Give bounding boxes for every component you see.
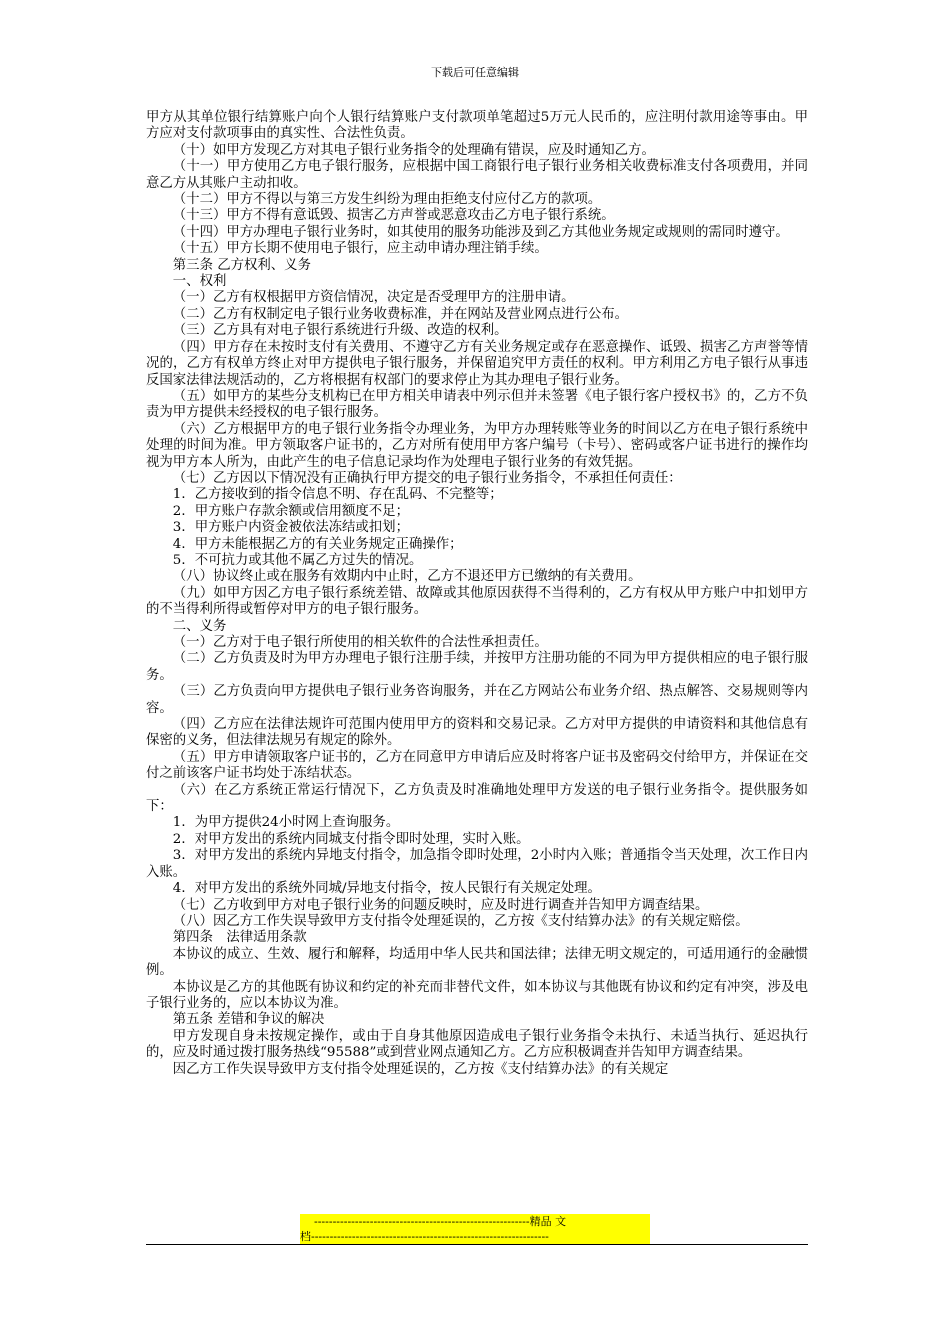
paragraph: （一）乙方有权根据甲方资信情况，决定是否受理甲方的注册申请。 (172, 290, 575, 306)
paragraph: （十五）甲方长期不使用电子银行，应主动申请办理注销手续。 (172, 241, 548, 257)
paragraph: （十一）甲方使用乙方电子银行服务，应根据中国工商银行电子银行业务相关收费标准支付各项费用，并同意乙方从其账户主动扣收。 (146, 159, 808, 191)
paragraph: （十三）甲方不得有意诋毁、损害乙方声誉或恶意攻击乙方电子银行系统。 (172, 208, 615, 224)
paragraph: 1．乙方接收到的指令信息不明、存在乱码、不完整等； (172, 487, 503, 503)
paragraph: 甲方发现自身未按规定操作，或由于自身其他原因造成电子银行业务指令未执行、未适当执行、延迟执行的，应及时通过拨打服务热线“95588”或到营业网点通知乙方。乙方应积极调查并告知甲方调查结果。 (146, 1028, 808, 1061)
paragraph: 第三条 乙方权利、义务 (172, 257, 311, 273)
paragraph: （九）如甲方因乙方电子银行系统差错、故障或其他原因获得不当得利的，乙方有权从甲方账户中扣划甲方的不当得利所得或暂停对甲方的电子银行服务。 (146, 585, 808, 618)
paragraph: 本协议的成立、生效、履行和解释，均适用中华人民共和国法律；法律无明文规定的，可适用通行的金融惯例。 (146, 946, 808, 979)
paragraph: 第四条 法律适用条款 (172, 930, 307, 946)
paragraph: 本协议是乙方的其他既有协议和约定的补充而非替代文件，如本协议与其他既有协议和约定有冲突，涉及电子银行业务的，应以本协议为准。 (146, 979, 808, 1011)
paragraph: （三）乙方具有对电子银行系统进行升级、改造的权利。 (172, 323, 508, 339)
paragraph: （四）乙方应在法律法规许可范围内使用甲方的资料和交易记录。乙方对甲方提供的申请资料和其他信息有保密的义务，但法律法规另有规定的除外。 (146, 717, 808, 749)
paragraph: 4．甲方未能根据乙方的有关业务规定正确操作； (172, 536, 463, 552)
page-header: 下载后可任意编辑 (431, 66, 519, 79)
paragraph: 2．对甲方发出的系统内同城支付指令即时处理，实时入账。 (172, 831, 530, 847)
paragraph: （十二）甲方不得以与第三方发生纠纷为理由拒绝支付应付乙方的款项。 (172, 192, 602, 208)
paragraph: 二、义务 (172, 618, 227, 634)
paragraph: （二）乙方有权制定电子银行业务收费标准，并在网站及营业网点进行公布。 (172, 306, 629, 322)
paragraph: 2．甲方账户存款余额或信用额度不足； (172, 503, 409, 519)
paragraph: 3．对甲方发出的系统内异地支付指令，加急指令即时处理，2小时内入账；普通指令当天处理，次工作日内入账。 (146, 848, 808, 880)
paragraph: 3．甲方账户内资金被依法冻结或扣划； (172, 520, 409, 536)
paragraph: （六）在乙方系统正常运行情况下，乙方负责及时准确地处理甲方发送的电子银行业务指令。提供服务如下： (146, 782, 808, 815)
paragraph: 甲方从其单位银行结算账户向个人银行结算账户支付款项单笔超过5万元人民币的，应注明付款用途等事由。甲方应对支付款项事由的真实性、合法性负责。 (146, 110, 808, 142)
paragraph: （八）因乙方工作失误导致甲方支付指令处理延误的，乙方按《支付结算办法》的有关规定赔偿。 (172, 913, 749, 929)
paragraph: （八）协议终止或在服务有效期内中止时，乙方不退还甲方已缴纳的有关费用。 (172, 569, 642, 585)
paragraph: （十四）甲方办理电子银行业务时，如其使用的服务功能涉及到乙方其他业务规定或规则的需同时遵守。 (172, 224, 789, 240)
paragraph: 因乙方工作失误导致甲方支付指令处理延误的，乙方按《支付结算办法》的有关规定 (172, 1061, 669, 1077)
paragraph: （三）乙方负责向甲方提供电子银行业务咨询服务，并在乙方网站公布业务介绍、热点解答、交易规则等内容。 (146, 684, 808, 716)
paragraph: （五）甲方申请领取客户证书的，乙方在同意甲方申请后应及时将客户证书及密码交付给甲方，并保证在交付之前该客户证书均处于冻结状态。 (146, 749, 808, 782)
footer-banner (300, 1214, 650, 1244)
paragraph: 1．为甲方提供24小时网上查询服务。 (172, 815, 400, 831)
document-body (146, 110, 808, 1078)
paragraph: 第五条 差错和争议的解决 (172, 1012, 325, 1028)
paragraph: （四）甲方存在未按时支付有关费用、不遵守乙方有关业务规定或存在恶意操作、诋毁、损害乙方声誉等情况的，乙方有权单方终止对甲方提供电子银行服务，并保留追究甲方责任的权利。甲方利用乙方电子银行从事违反国家法律法规活动的，乙方将根据有权部门的要求停止为其办理电子银行业务。 (146, 339, 808, 388)
paragraph: （二）乙方负责及时为甲方办理电子银行注册手续，并按甲方注册功能的不同为甲方提供相应的电子银行服务。 (146, 651, 808, 683)
footer-line-2: 档---------------------------------------------------------------- (300, 1230, 549, 1243)
paragraph: 5．不可抗力或其他不属乙方过失的情况。 (172, 552, 423, 568)
paragraph: 一、权利 (172, 274, 227, 290)
paragraph: 4．对甲方发出的系统外同城/异地支付指令，按人民银行有关规定处理。 (172, 881, 601, 897)
paragraph: （六）乙方根据甲方的电子银行业务指令办理业务，为甲方办理转账等业务的时间以乙方在电子银行系统中处理的时间为准。甲方领取客户证书的，乙方对所有使用甲方客户编号（卡号）、密码或客户证书进行的操作均视为甲方本人所为，由此产生的电子信息记录均作为处理电子银行业务的有效凭据。 (146, 421, 808, 470)
footer-line-1: ----------------------------------------------------------精品 文 (314, 1215, 567, 1228)
paragraph: （一）乙方对于电子银行所使用的相关软件的合法性承担责任。 (172, 635, 548, 650)
paragraph: （七）乙方收到甲方对电子银行业务的问题反映时，应及时进行调查并告知甲方调查结果。 (172, 897, 709, 913)
paragraph: （五）如甲方的某些分支机构已在甲方相关申请表中列示但并未签署《电子银行客户授权书》的，乙方不负责为甲方提供未经授权的电子银行服务。 (146, 388, 808, 421)
paragraph: （十）如甲方发现乙方对其电子银行业务指令的处理确有错误，应及时通知乙方。 (172, 142, 655, 158)
footer-rule (146, 1244, 808, 1245)
paragraph: （七）乙方因以下情况没有正确执行甲方提交的电子银行业务指令，不承担任何责任： (172, 470, 682, 486)
